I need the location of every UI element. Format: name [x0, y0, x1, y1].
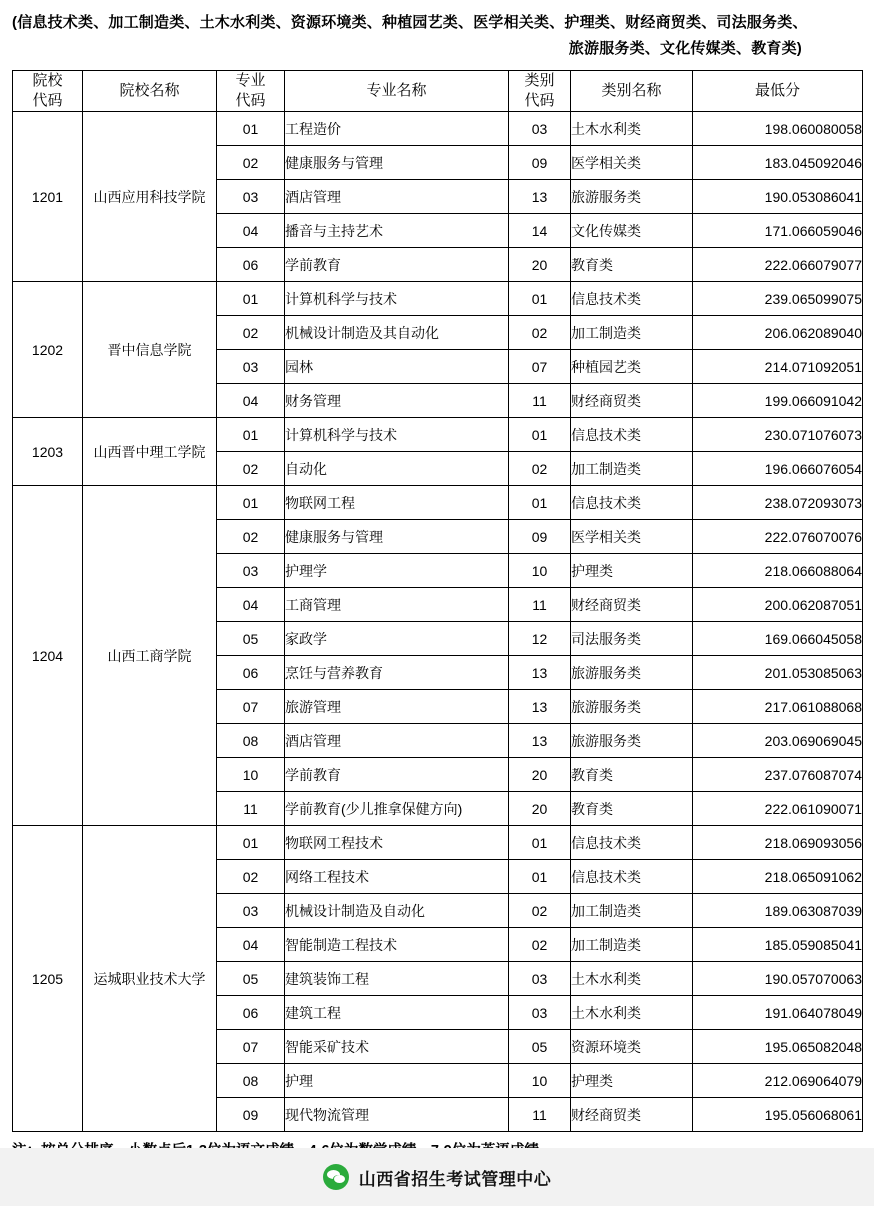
category-name-cell: 财经商贸类 [571, 384, 693, 418]
table-row [13, 418, 863, 452]
column-header-category-code [509, 71, 571, 112]
major-name-cell: 烹饪与营养教育 [285, 656, 509, 690]
major-name-cell: 学前教育 [285, 248, 509, 282]
column-header-school-code-line1: 院校 [32, 72, 63, 89]
major-name-cell: 机械设计制造及其自动化 [285, 316, 509, 350]
min-score-cell: 237.076087074 [693, 758, 863, 792]
major-code-cell: 02 [217, 860, 285, 894]
major-name-cell: 计算机科学与技术 [285, 418, 509, 452]
category-name-cell: 旅游服务类 [571, 656, 693, 690]
category-code-cell: 20 [509, 792, 571, 826]
major-name-cell: 工商管理 [285, 588, 509, 622]
category-name-cell: 信息技术类 [571, 486, 693, 520]
min-score-cell: 185.059085041 [693, 928, 863, 962]
major-code-cell: 04 [217, 928, 285, 962]
category-name-cell: 教育类 [571, 248, 693, 282]
major-code-cell: 01 [217, 486, 285, 520]
school-code-cell: 1202 [13, 282, 83, 418]
major-name-cell: 物联网工程技术 [285, 826, 509, 860]
major-code-cell: 07 [217, 690, 285, 724]
major-name-cell: 计算机科学与技术 [285, 282, 509, 316]
major-code-cell: 11 [217, 792, 285, 826]
major-code-cell: 04 [217, 588, 285, 622]
category-code-cell: 01 [509, 282, 571, 316]
category-name-cell: 信息技术类 [571, 418, 693, 452]
school-name-cell: 山西应用科技学院 [83, 112, 217, 282]
category-code-cell: 11 [509, 1098, 571, 1132]
category-name-cell: 文化传媒类 [571, 214, 693, 248]
min-score-cell: 171.066059046 [693, 214, 863, 248]
category-code-cell: 03 [509, 996, 571, 1030]
category-name-cell: 种植园艺类 [571, 350, 693, 384]
category-name-cell: 资源环境类 [571, 1030, 693, 1064]
category-code-cell: 01 [509, 860, 571, 894]
category-name-cell: 旅游服务类 [571, 724, 693, 758]
category-name-cell: 医学相关类 [571, 146, 693, 180]
category-code-cell: 12 [509, 622, 571, 656]
category-code-cell: 14 [509, 214, 571, 248]
min-score-cell: 222.066079077 [693, 248, 863, 282]
category-code-cell: 02 [509, 894, 571, 928]
min-score-cell: 217.061088068 [693, 690, 863, 724]
category-code-cell: 20 [509, 248, 571, 282]
major-name-cell: 工程造价 [285, 112, 509, 146]
header-note-line2: 旅游服务类、文化传媒类、教育类) [568, 40, 802, 57]
major-code-cell: 03 [217, 554, 285, 588]
min-score-cell: 169.066045058 [693, 622, 863, 656]
category-code-cell: 13 [509, 656, 571, 690]
category-name-cell: 土木水利类 [571, 996, 693, 1030]
column-header-school-name: 院校名称 [83, 71, 217, 112]
school-code-cell: 1205 [13, 826, 83, 1132]
min-score-cell: 196.066076054 [693, 452, 863, 486]
column-header-major-code-line2: 代码 [235, 92, 266, 109]
major-code-cell: 01 [217, 282, 285, 316]
min-score-cell: 218.066088064 [693, 554, 863, 588]
category-code-cell: 09 [509, 520, 571, 554]
category-name-cell: 信息技术类 [571, 282, 693, 316]
major-name-cell: 机械设计制造及自动化 [285, 894, 509, 928]
major-name-cell: 学前教育 [285, 758, 509, 792]
major-name-cell: 健康服务与管理 [285, 146, 509, 180]
min-score-cell: 206.062089040 [693, 316, 863, 350]
major-code-cell: 03 [217, 350, 285, 384]
category-name-cell: 土木水利类 [571, 112, 693, 146]
major-name-cell: 建筑工程 [285, 996, 509, 1030]
min-score-cell: 191.064078049 [693, 996, 863, 1030]
category-code-cell: 10 [509, 554, 571, 588]
category-name-cell: 教育类 [571, 758, 693, 792]
min-score-cell: 189.063087039 [693, 894, 863, 928]
major-name-cell: 智能采矿技术 [285, 1030, 509, 1064]
category-name-cell: 土木水利类 [571, 962, 693, 996]
column-header-category-name: 类别名称 [571, 71, 693, 112]
category-code-cell: 02 [509, 928, 571, 962]
column-header-major-name: 专业名称 [285, 71, 509, 112]
min-score-cell: 214.071092051 [693, 350, 863, 384]
major-code-cell: 03 [217, 894, 285, 928]
major-code-cell: 04 [217, 214, 285, 248]
major-name-cell: 自动化 [285, 452, 509, 486]
major-name-cell: 酒店管理 [285, 180, 509, 214]
major-code-cell: 01 [217, 418, 285, 452]
table-row [13, 112, 863, 146]
column-header-school-code [13, 71, 83, 112]
category-name-cell: 信息技术类 [571, 826, 693, 860]
major-code-cell: 05 [217, 622, 285, 656]
category-code-cell: 20 [509, 758, 571, 792]
min-score-cell: 190.057070063 [693, 962, 863, 996]
major-name-cell: 护理学 [285, 554, 509, 588]
min-score-cell: 230.071076073 [693, 418, 863, 452]
school-code-cell: 1201 [13, 112, 83, 282]
major-name-cell: 学前教育(少儿推拿保健方向) [285, 792, 509, 826]
category-name-cell: 教育类 [571, 792, 693, 826]
min-score-cell: 200.062087051 [693, 588, 863, 622]
category-name-cell: 财经商贸类 [571, 1098, 693, 1132]
min-score-cell: 218.065091062 [693, 860, 863, 894]
major-code-cell: 06 [217, 248, 285, 282]
category-code-cell: 01 [509, 826, 571, 860]
school-name-cell: 晋中信息学院 [83, 282, 217, 418]
min-score-cell: 195.065082048 [693, 1030, 863, 1064]
category-code-cell: 02 [509, 452, 571, 486]
header-note [12, 10, 862, 62]
category-name-cell: 加工制造类 [571, 894, 693, 928]
table-row [13, 282, 863, 316]
major-code-cell: 07 [217, 1030, 285, 1064]
column-header-category-code-line1: 类别 [524, 72, 555, 89]
major-code-cell: 01 [217, 112, 285, 146]
major-name-cell: 旅游管理 [285, 690, 509, 724]
school-name-cell: 山西工商学院 [83, 486, 217, 826]
category-code-cell: 07 [509, 350, 571, 384]
major-code-cell: 04 [217, 384, 285, 418]
major-code-cell: 03 [217, 180, 285, 214]
major-code-cell: 06 [217, 656, 285, 690]
category-code-cell: 03 [509, 112, 571, 146]
min-score-cell: 203.069069045 [693, 724, 863, 758]
major-code-cell: 10 [217, 758, 285, 792]
column-header-major-code [217, 71, 285, 112]
min-score-cell: 201.053085063 [693, 656, 863, 690]
category-name-cell: 护理类 [571, 554, 693, 588]
major-code-cell: 02 [217, 520, 285, 554]
school-name-cell: 山西晋中理工学院 [83, 418, 217, 486]
category-name-cell: 医学相关类 [571, 520, 693, 554]
min-score-cell: 222.076070076 [693, 520, 863, 554]
category-code-cell: 01 [509, 486, 571, 520]
major-code-cell: 02 [217, 452, 285, 486]
category-name-cell: 加工制造类 [571, 316, 693, 350]
major-name-cell: 园林 [285, 350, 509, 384]
category-code-cell: 09 [509, 146, 571, 180]
category-name-cell: 司法服务类 [571, 622, 693, 656]
major-name-cell: 财务管理 [285, 384, 509, 418]
category-code-cell: 11 [509, 588, 571, 622]
category-name-cell: 旅游服务类 [571, 690, 693, 724]
min-score-cell: 190.053086041 [693, 180, 863, 214]
major-name-cell: 智能制造工程技术 [285, 928, 509, 962]
major-code-cell: 05 [217, 962, 285, 996]
major-name-cell: 物联网工程 [285, 486, 509, 520]
major-name-cell: 现代物流管理 [285, 1098, 509, 1132]
category-code-cell: 13 [509, 724, 571, 758]
category-name-cell: 加工制造类 [571, 452, 693, 486]
column-header-major-code-line1: 专业 [235, 72, 266, 89]
major-name-cell: 酒店管理 [285, 724, 509, 758]
min-score-cell: 239.065099075 [693, 282, 863, 316]
brand-bar [0, 1148, 874, 1206]
brand-name: 山西省招生考试管理中心 [358, 1169, 552, 1189]
min-score-cell: 199.066091042 [693, 384, 863, 418]
school-code-cell: 1204 [13, 486, 83, 826]
column-header-category-code-line2: 代码 [524, 92, 555, 109]
admission-score-table [12, 70, 863, 1132]
major-code-cell: 06 [217, 996, 285, 1030]
column-header-min-score: 最低分 [693, 71, 863, 112]
min-score-cell: 222.061090071 [693, 792, 863, 826]
table-header [13, 71, 863, 112]
min-score-cell: 195.056068061 [693, 1098, 863, 1132]
header-note-line1: (信息技术类、加工制造类、土木水利类、资源环境类、种植园艺类、医学相关类、护理类、财经商贸类、司法服务类、 [12, 14, 808, 31]
category-name-cell: 信息技术类 [571, 860, 693, 894]
brand-inner [323, 1164, 552, 1190]
major-code-cell: 09 [217, 1098, 285, 1132]
category-name-cell: 护理类 [571, 1064, 693, 1098]
min-score-cell: 238.072093073 [693, 486, 863, 520]
table-row [13, 486, 863, 520]
category-code-cell: 01 [509, 418, 571, 452]
major-name-cell: 健康服务与管理 [285, 520, 509, 554]
table-header-row [13, 71, 863, 112]
major-code-cell: 08 [217, 1064, 285, 1098]
category-name-cell: 财经商贸类 [571, 588, 693, 622]
category-name-cell: 旅游服务类 [571, 180, 693, 214]
min-score-cell: 183.045092046 [693, 146, 863, 180]
table-body [13, 112, 863, 1132]
category-code-cell: 13 [509, 690, 571, 724]
major-code-cell: 01 [217, 826, 285, 860]
major-name-cell: 家政学 [285, 622, 509, 656]
major-name-cell: 播音与主持艺术 [285, 214, 509, 248]
category-name-cell: 加工制造类 [571, 928, 693, 962]
category-code-cell: 11 [509, 384, 571, 418]
school-name-cell: 运城职业技术大学 [83, 826, 217, 1132]
major-code-cell: 02 [217, 316, 285, 350]
min-score-cell: 198.060080058 [693, 112, 863, 146]
category-code-cell: 13 [509, 180, 571, 214]
category-code-cell: 02 [509, 316, 571, 350]
wechat-icon [323, 1164, 349, 1190]
category-code-cell: 05 [509, 1030, 571, 1064]
min-score-cell: 212.069064079 [693, 1064, 863, 1098]
category-code-cell: 03 [509, 962, 571, 996]
major-name-cell: 护理 [285, 1064, 509, 1098]
school-code-cell: 1203 [13, 418, 83, 486]
major-code-cell: 02 [217, 146, 285, 180]
category-code-cell: 10 [509, 1064, 571, 1098]
column-header-school-code-line2: 代码 [32, 92, 63, 109]
table-row [13, 826, 863, 860]
major-code-cell: 08 [217, 724, 285, 758]
major-name-cell: 建筑装饰工程 [285, 962, 509, 996]
major-name-cell: 网络工程技术 [285, 860, 509, 894]
min-score-cell: 218.069093056 [693, 826, 863, 860]
